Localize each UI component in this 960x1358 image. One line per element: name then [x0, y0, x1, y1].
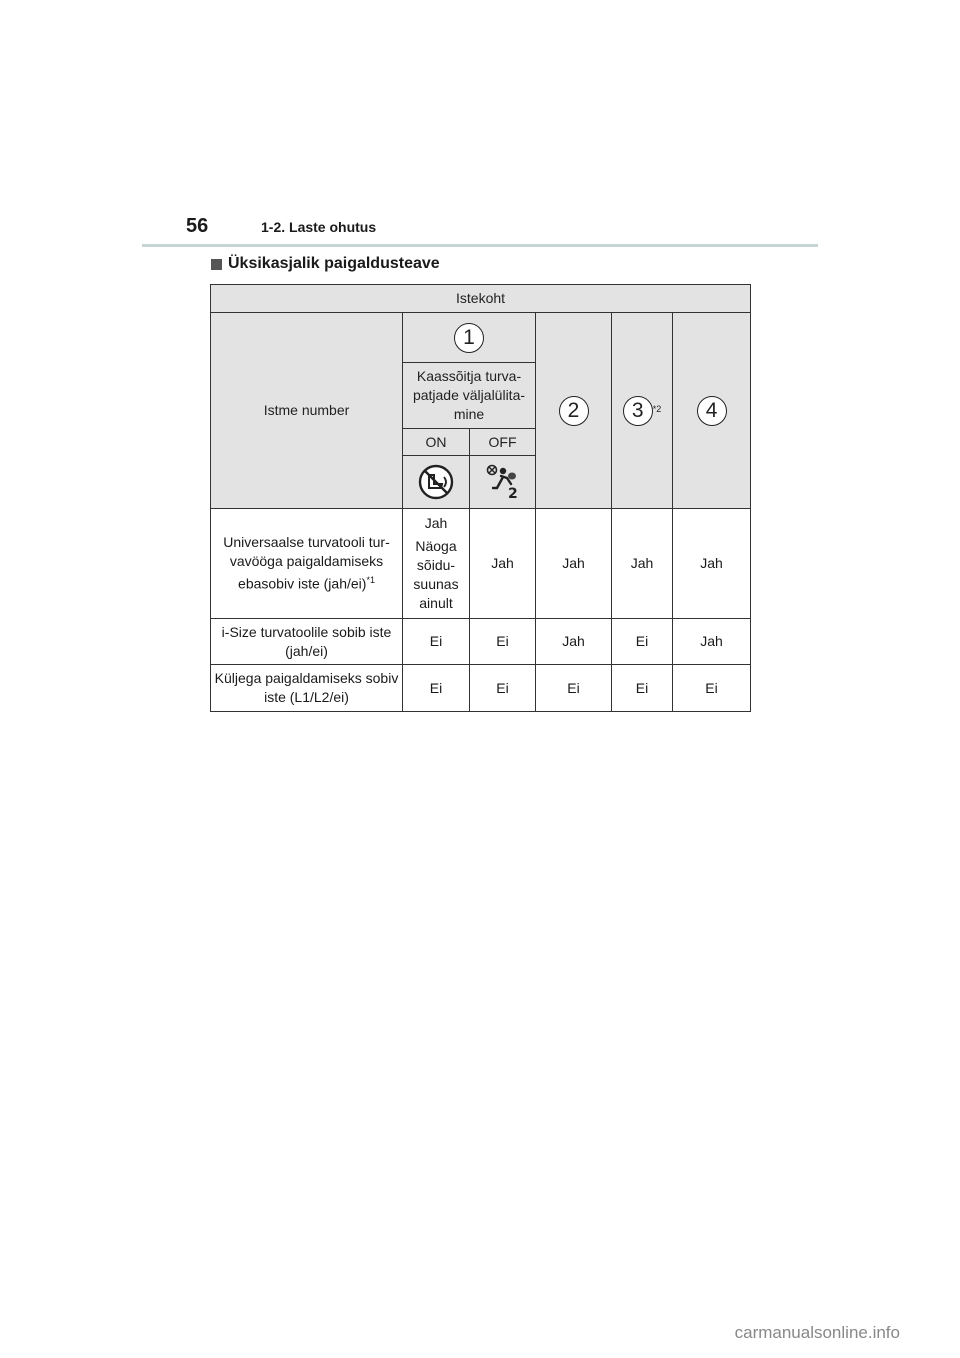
row-2-seat-4: Jah	[673, 619, 751, 665]
header-rule	[142, 244, 818, 247]
row-1-seat-1-on	[403, 509, 470, 619]
seat-4-header	[673, 313, 751, 509]
section-title: 1-2. Laste ohutus	[261, 219, 377, 235]
row-2-seat-1-off: Ei	[470, 619, 536, 665]
seat-number-2: 2	[559, 396, 589, 426]
seat-number-1: 1	[454, 323, 484, 353]
airbag-off-icon-cell	[403, 456, 470, 509]
row-2-seat-1-on: Ei	[403, 619, 470, 665]
row-3-seat-4: Ei	[673, 665, 751, 712]
airbag-off-indicator-icon	[418, 464, 454, 500]
airbag-on-icon-cell	[470, 456, 536, 509]
row-3-seat-1-on: Ei	[403, 665, 470, 712]
seat-3-note: *2	[652, 403, 662, 414]
seat-number-3: 3	[623, 396, 653, 426]
off-header: OFF	[470, 429, 536, 456]
seat-1-header	[403, 313, 536, 363]
row-1-on-note: Näoga sõidu-suunas ainult	[413, 538, 459, 611]
row-3-seat-3: Ei	[612, 665, 673, 712]
row-1-label-text: Universaalse turvatooli tur-vavööga paigaldamiseks ebasobiv iste (jah/ei)	[223, 534, 390, 592]
row-1-label	[211, 509, 403, 619]
svg-text:2: 2	[507, 486, 518, 500]
installation-table	[210, 284, 751, 712]
row-1-seat-4: Jah	[673, 509, 751, 619]
row-2-seat-3: Ei	[612, 619, 673, 665]
airbag-deactivation-header: Kaassõitja turva-patjade väljalülita-mine	[403, 363, 536, 429]
row-1-note: *1	[366, 575, 375, 586]
row-3-seat-1-off: Ei	[470, 665, 536, 712]
header-istme-number: Istme number	[211, 313, 403, 509]
bullet-square-icon	[211, 259, 222, 270]
footer-watermark: carmanualsonline.info	[734, 1323, 900, 1342]
subheading-text: Üksikasjalik paigaldusteave	[228, 255, 440, 272]
header-istekoht: Istekoht	[211, 285, 751, 313]
subheading	[211, 255, 440, 273]
on-header: ON	[403, 429, 470, 456]
seat-number-4: 4	[697, 396, 727, 426]
seat-2-header	[536, 313, 612, 509]
row-1-seat-2: Jah	[536, 509, 612, 619]
page-number: 56	[186, 215, 209, 237]
row-2-seat-2: Jah	[536, 619, 612, 665]
row-1-seat-3: Jah	[612, 509, 673, 619]
row-2-label: i-Size turvatoolile sobib iste (jah/ei)	[211, 619, 403, 665]
row-3-seat-2: Ei	[536, 665, 612, 712]
row-1-on-value: Jah	[424, 515, 448, 531]
row-3-label: Küljega paigaldamiseks sobiv iste (L1/L2/ei)	[211, 665, 403, 712]
row-1-seat-1-off: Jah	[470, 509, 536, 619]
seat-3-header	[612, 313, 673, 509]
airbag-passenger-icon	[485, 464, 521, 500]
